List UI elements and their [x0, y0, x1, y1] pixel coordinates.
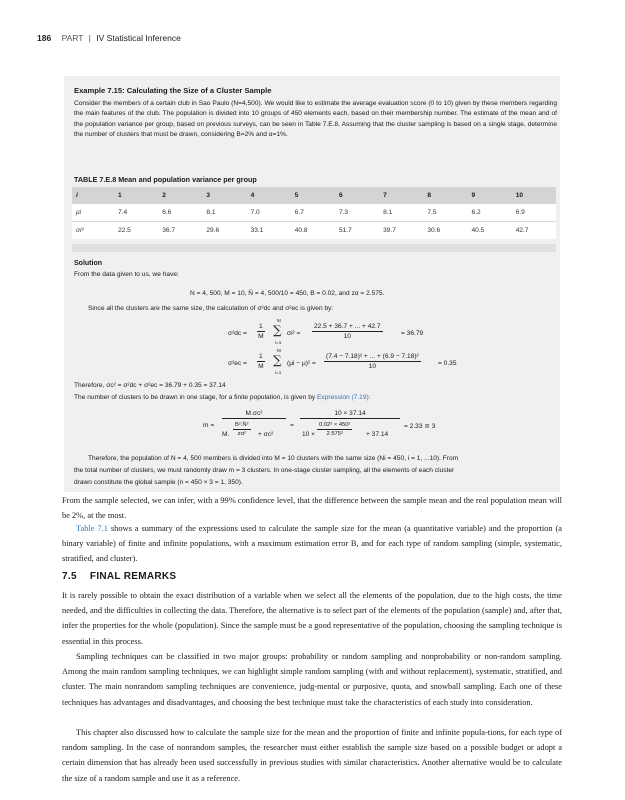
table-footer-strip	[72, 244, 556, 252]
m-equals: =	[290, 422, 294, 429]
table-header-row	[72, 187, 556, 204]
table-header-cell: 3	[202, 187, 246, 204]
table-cell: 8.1	[202, 204, 246, 222]
table-row	[72, 204, 556, 222]
part-title: IV Statistical Inference	[96, 33, 181, 43]
eq1-sum-top: M	[277, 318, 281, 323]
table-cell: 7.3	[335, 204, 379, 222]
eq2-result: = 0.35	[438, 360, 457, 367]
table-header-cell: 6	[335, 187, 379, 204]
eq2-coef	[257, 353, 265, 370]
therefore-variance: Therefore, σc² = σ²dc + σ²ec = 36.79 + 0.35 = 37.14	[74, 382, 226, 389]
part-label: PART	[61, 33, 84, 43]
table-header-cell: 7	[379, 187, 423, 204]
eq2-lhs: σ²ec =	[228, 360, 247, 367]
paragraph-remarks-1: It is rarely possible to obtain the exact distribution of a variable when we select all the elements of the population, due to the high costs, the time needed, and the difficulties in collecting the data. Therefore, the alternative is to select part of the elements of the population (sample) and, after that, infer the properties for the whole (population). Since the sample must be a good representative of the population, choosing the sampling technique is essential in this process.	[62, 591, 562, 646]
m-den-prefix: M.	[222, 431, 230, 438]
table-cell: 40.8	[291, 222, 335, 240]
m-lhs: m =	[203, 422, 215, 429]
example-body: Consider the members of a certain club in Sao Paulo (N=4,500). We would like to estimate the average evaluation score (0 to 10) given by these members regarding the main features of the club. The population is divided into 10 groups of 450 elements each, based on their membership number. The estimate of the mean and of the population variance per group, based on previous surveys, can be seen in Table 7.E.8. Assuming that the cluster sampling is based on a single stage, determine the number of clusters that must be drawn, considering B=2% and α=1%.	[74, 100, 557, 138]
table-cell: 33.1	[247, 222, 291, 240]
paragraph-table-summary	[62, 521, 562, 567]
row-label: σi²	[72, 222, 114, 240]
table-header-cell: 9	[468, 187, 512, 204]
running-header	[37, 33, 181, 43]
table-cell: 29.6	[202, 222, 246, 240]
group-table	[72, 187, 556, 239]
table-header-cell: 2	[158, 187, 202, 204]
stages-text	[74, 394, 371, 401]
table-cell: 6.7	[291, 204, 335, 222]
eq1-num: 22.5 + 36.7 + ... + 42.7	[314, 323, 381, 330]
table-cell: 7.4	[114, 204, 158, 222]
table-header-label: i	[72, 187, 114, 204]
eq2-coef-num: 1	[259, 353, 263, 360]
eq1-den: 10	[343, 333, 351, 340]
table-cell: 22.5	[114, 222, 158, 240]
paragraph-remarks-2: Sampling techniques can be classified in two major groups: probability or random sampling and nonprobability or non-random sampling. Among the main random sampling techniques, we can highlight simple random sampling (with and without replacement), systematic, stratified, and cluster. The main nonrandom sampling techniques are convenience, judg-mental or purposive, quota, and snowball sampling. Each one of these techniques has advantages and disadvantages, and choosing the best technique must take the characteristics of each study into consideration.	[62, 652, 562, 707]
eq2-sum-bottom: i=1	[275, 370, 282, 375]
table-row	[72, 222, 556, 240]
m-num: M.σc²	[222, 410, 286, 419]
header-divider: |	[88, 33, 91, 43]
table-cell: 39.7	[379, 222, 423, 240]
solution-title: Solution	[74, 260, 102, 267]
eq2-coef-den: M	[258, 363, 264, 370]
section-title: FINAL REMARKS	[89, 571, 177, 582]
m-den-fraction	[233, 422, 251, 437]
m-den2-b: 2.575²	[326, 431, 343, 437]
m-den2-a: 0.02² × 450²	[319, 422, 351, 428]
eq1-fraction	[312, 323, 383, 340]
eq1-coef	[257, 323, 265, 340]
since-text: Since all the clusters are the same size, the calculation of σ²dc and σ²ec is given by:	[88, 305, 334, 312]
table-link[interactable]: Table 7.1	[76, 524, 108, 533]
table-cell: 36.7	[158, 222, 202, 240]
table-cell: 51.7	[335, 222, 379, 240]
table-cell: 40.5	[468, 222, 512, 240]
eq1-lhs: σ²dc =	[228, 330, 247, 337]
table-header-cell: 5	[291, 187, 335, 204]
eq2-num: (7.4 − 7.18)² + ... + (6.9 − 7.18)²	[326, 353, 419, 360]
table-cell: 6.9	[512, 204, 556, 222]
table-cell: 30.6	[423, 222, 467, 240]
row-label: μi	[72, 204, 114, 222]
m-den2-prefix: 10 ×	[302, 431, 316, 438]
example-title: Example 7.15: Calculating the Size of a Cluster Sample	[74, 86, 272, 95]
table-title: TABLE 7.E.8 Mean and population variance per group	[74, 175, 257, 184]
table-cell: 7.5	[423, 204, 467, 222]
table-header-cell: 1	[114, 187, 158, 204]
m-den2-fraction	[317, 422, 352, 437]
conclusion-line-1: Therefore, the population of N = 4, 500 members is divided into M = 10 clusters with the same size (Ni = 450, i = 1, ...10). From	[88, 455, 459, 462]
table-cell: 7.0	[247, 204, 291, 222]
eq2-fraction	[324, 353, 421, 370]
section-heading	[62, 571, 176, 582]
table-cell: 6.6	[158, 204, 202, 222]
table-header-cell: 10	[512, 187, 556, 204]
paragraph-table-summary-text: shows a summary of the expressions used to calculate the sample size for the mean (a quantitative variable) and the proportion (a binary variable) of finite and infinite populations, with a maximum estimation error B, and for each type of random sampling (simple, systematic, stratified, and cluster).	[62, 524, 562, 564]
eq2-sum-top: M	[277, 348, 281, 353]
solution-intro: From the data given to us, we have:	[74, 271, 179, 278]
given-values: N = 4, 500, M = 10, N̄ = 4, 500/10 = 450, B = 0.02, and zα = 2.575.	[190, 290, 385, 297]
table-header-cell: 4	[247, 187, 291, 204]
sum-icon: ∑	[273, 323, 282, 337]
m-den-suffix: + σc²	[258, 431, 274, 438]
paragraph-inference: From the sample selected, we can infer, with a 99% confidence level, that the difference between the sample mean and the real population mean will be 2%, at the most.	[62, 496, 562, 521]
sum-icon: ∑	[273, 353, 282, 367]
table-cell: 42.7	[512, 222, 556, 240]
eq2-den: 10	[368, 363, 377, 370]
page-number: 186	[37, 33, 52, 43]
eq1-coef-num: 1	[259, 323, 263, 330]
stages-text-body: The number of clusters to be drawn in one stage, for a finite population, is given by	[74, 394, 316, 401]
expression-link[interactable]: Expression (7.19):	[317, 394, 371, 401]
section-number: 7.5	[62, 571, 77, 582]
m-result: = 2.33 ≅ 3	[404, 423, 436, 430]
table-cell: 6.2	[468, 204, 512, 222]
table-cell: 8.1	[379, 204, 423, 222]
eq1-term: σi² =	[287, 330, 301, 337]
eq1-sum-bottom: i=1	[275, 340, 282, 345]
eq1-coef-den: M	[258, 333, 264, 340]
eq1-result: = 36.79	[401, 330, 424, 337]
conclusion-line-3: drawn constitute the global sample (n = 450 × 3 = 1, 350).	[74, 479, 243, 486]
eq2-term: (μi − μ)² =	[287, 360, 316, 367]
m-num2: 10 × 37.14	[300, 410, 400, 419]
paragraph-remarks-3: This chapter also discussed how to calculate the sample size for the mean and the proportion of finite and infinite popula-tions, for each type of random sampling. In the case of nonrandom samples, the researcher must either establish the sample size based on a possible budget or adopt a certain dimension that has already been used successfully in previous studies with similar characteristics. Another alternative would be to calculate the size of a random sample and use it as a reference.	[62, 728, 562, 783]
m-den2-suffix: + 37.14	[366, 431, 389, 438]
conclusion-line-2: the total number of clusters, we must randomly draw m = 3 clusters. In one-stage cluster sampling, all the elements of each cluster	[74, 467, 455, 474]
m-den-b: zα²	[237, 431, 246, 437]
table-header-cell: 8	[423, 187, 467, 204]
m-den-a: B².N̄²	[235, 422, 249, 428]
